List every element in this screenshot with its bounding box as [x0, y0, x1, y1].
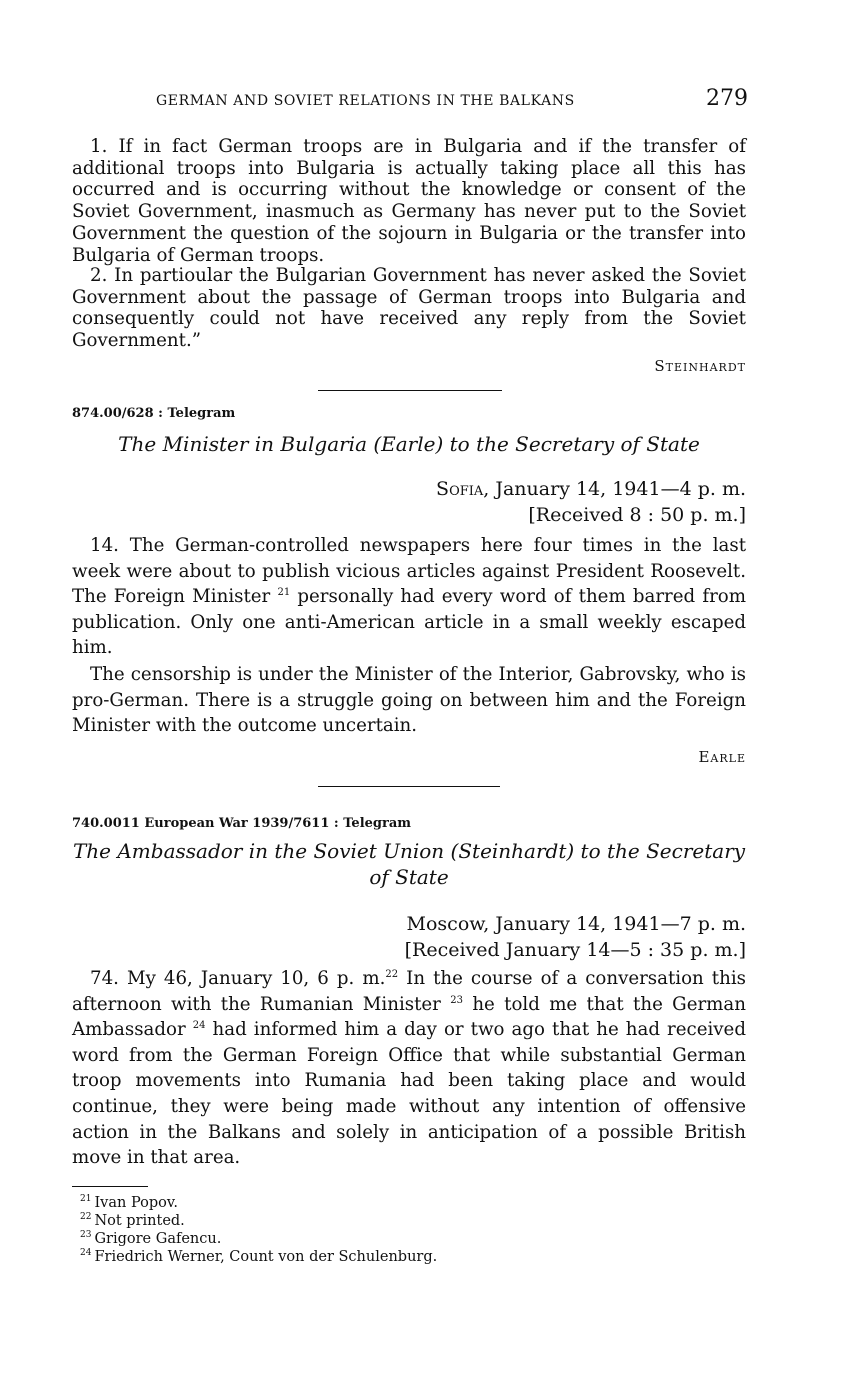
page-number: 279: [706, 86, 748, 111]
place-moscow: Moscow,: [406, 913, 490, 935]
footnote-ref-21: 21: [277, 587, 291, 599]
document-title-steinhardt: [72, 838, 746, 890]
footnote-number: 21: [80, 1194, 92, 1205]
file-reference-740: 740.0011 European War 1939/7611 : Telegram: [72, 816, 412, 831]
footnote-22: [80, 1212, 437, 1230]
text-part-b: In the course of a conversation this afternoon with the Rumanian Minister: [72, 968, 746, 1015]
footnote-text: Not printed.: [94, 1213, 185, 1229]
title-line-2: of State: [369, 865, 449, 889]
footnote-number: 23: [80, 1230, 92, 1241]
footnote-24: [80, 1248, 437, 1266]
received-note: [Received January 14—5 : 35 p. m.]: [404, 939, 746, 961]
dateline-sofia: [436, 476, 746, 528]
footnote-text: Friedrich Werner, Count von der Schulenburg.: [94, 1249, 438, 1265]
text-part-a: 74. My 46, January 10, 6 p. m.: [90, 968, 386, 989]
footnote-text: Ivan Popov.: [94, 1195, 178, 1211]
footnote-text: Grigore Gafencu.: [94, 1231, 222, 1247]
footnote-21: [80, 1194, 437, 1212]
footnote-divider: [72, 1186, 148, 1187]
footnote-ref-24: 24: [192, 1020, 206, 1032]
dateline-moscow: [405, 911, 746, 963]
dateline-place-date: [405, 911, 746, 937]
footnote-ref-22: 22: [385, 968, 399, 980]
title-line-1: The Ambassador in the Soviet Union (Steinhardt) to the Secretary: [72, 839, 746, 863]
file-reference-874: 874.00/628 : Telegram: [72, 406, 236, 421]
paragraph-earle-2: The censorship is under the Minister of the Interior, Gabrovsky, who is pro-German. There is a struggle going on between him and the Foreign Minister with the outcome uncertain.: [72, 664, 746, 737]
paragraph-steinhardt: [72, 966, 746, 1171]
footnote-number: 22: [80, 1212, 92, 1223]
document-title-earle: The Minister in Bulgaria (Earle) to the Secretary of State: [118, 432, 700, 456]
paragraph-point-2: 2. In partioular the Bulgarian Government has never asked the Soviet Government about the passage of German troops into Bulgaria and consequently could not have received any reply from the Soviet Government.”: [72, 265, 746, 352]
section-divider: [318, 786, 500, 787]
date-moscow: January 14, 1941—7 p. m.: [495, 913, 746, 935]
footnote-ref-23: 23: [450, 994, 463, 1006]
paragraph-earle-1: [72, 533, 746, 661]
footnote-23: [80, 1230, 437, 1248]
running-title: GERMAN AND SOVIET RELATIONS IN THE BALKANS: [156, 93, 575, 109]
running-head: [156, 86, 748, 116]
paragraph-point-1: 1. If in fact German troops are in Bulgaria and if the transfer of additional troops into Bulgaria is actually taking place all this has occurred and is occurring without the knowledge or consent of the Soviet Government, inasmuch as Germany has never put to the Soviet Government the question of the sojourn in Bulgaria or the transfer into Bulgaria of German troops.: [72, 136, 746, 266]
section-divider: [318, 390, 502, 391]
text-part-c: he told me that the German Ambassador: [72, 993, 746, 1041]
dateline-place-date: [436, 476, 746, 502]
paragraph-earle-1-part-b: personally had every word of them barred from publication. Only one anti-American article in a small weekly escaped him.: [72, 586, 746, 659]
footnote-number: 24: [80, 1248, 92, 1259]
place-sofia: Sofia,: [436, 478, 490, 500]
date-sofia: January 14, 1941—4 p. m.: [495, 478, 746, 500]
received-note: [Received 8 : 50 p. m.]: [528, 504, 746, 526]
footnotes: [80, 1194, 437, 1266]
signature-steinhardt: Steinhardt: [654, 357, 746, 375]
signature-earle: Earle: [698, 748, 746, 766]
paragraph-earle-1-part-a: 14. The German-controlled newspapers here four times in the last week were about to publish vicious articles against President Roosevelt. The Foreign Minister: [72, 535, 746, 608]
text-part-d: had informed him a day or two ago that he had received word from the German Foreign Office that while substantial German troop movements into Rumania had been taking place and would continue, they were being made without any intention of offensive action in the Balkans and solely in anticipation of a possible British move in that area.: [72, 1019, 746, 1169]
